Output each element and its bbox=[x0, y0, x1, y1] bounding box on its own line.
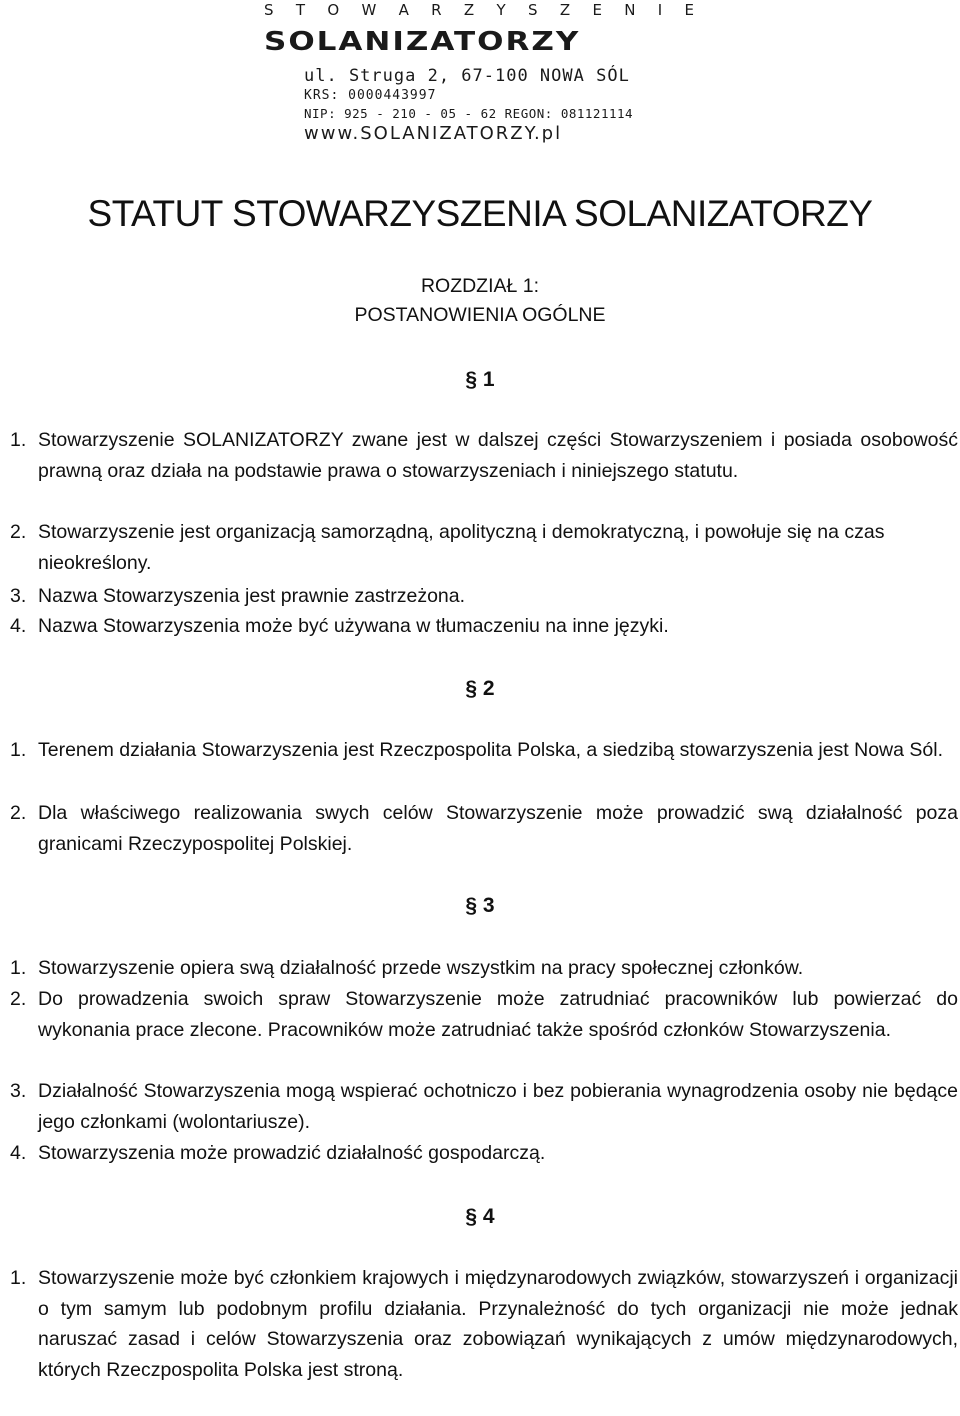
letterhead-address: ul. Struga 2, 67-100 NOWA SÓL bbox=[304, 66, 630, 86]
item-number: 2. bbox=[10, 802, 27, 824]
list-item bbox=[10, 611, 958, 642]
item-number: 3. bbox=[10, 1080, 27, 1102]
list-item bbox=[10, 581, 958, 612]
item-number: 4. bbox=[10, 615, 27, 637]
item-number: 2. bbox=[10, 521, 27, 543]
item-text: Stowarzyszenie SOLANIZATORZY zwane jest w dalszej części Stowarzyszeniem i posiada osobowość prawną oraz działa na podstawie prawa o stowarzyszeniach i niniejszego statutu. bbox=[38, 429, 958, 482]
item-text: Stowarzyszenie jest organizacją samorządną, apolityczną i demokratyczną, i powołuje się na czas nieokreślony. bbox=[38, 521, 885, 574]
section-heading: § 3 bbox=[465, 894, 495, 917]
list-item bbox=[10, 1138, 958, 1169]
section-heading: § 4 bbox=[465, 1205, 495, 1228]
list-item bbox=[10, 798, 958, 859]
item-number: 4. bbox=[10, 1142, 27, 1164]
item-text: Dla właściwego realizowania swych celów Stowarzyszenie może prowadzić swą działalność poza granicami Rzeczypospolitej Polskiej. bbox=[38, 802, 958, 855]
item-text: Stowarzyszenia może prowadzić działalność gospodarczą. bbox=[38, 1142, 546, 1164]
chapter-name: POSTANOWIENIA OGÓLNE bbox=[354, 304, 606, 326]
item-text: Stowarzyszenie opiera swą działalność przede wszystkim na pracy społecznej członków. bbox=[38, 957, 804, 979]
item-text: Nazwa Stowarzyszenia jest prawnie zastrzeżona. bbox=[38, 585, 466, 607]
list-item bbox=[10, 735, 958, 766]
chapter-number: ROZDZIAŁ 1: bbox=[420, 275, 540, 297]
list-item bbox=[10, 1263, 958, 1385]
section-heading: § 2 bbox=[465, 677, 495, 700]
item-text: Terenem działania Stowarzyszenia jest Rzeczpospolita Polska, a siedzibą stowarzyszenia jest Nowa Sól. bbox=[38, 739, 944, 761]
item-number: 1. bbox=[10, 739, 27, 761]
item-text: Do prowadzenia swoich spraw Stowarzyszenie może zatrudniać pracowników lub powierzać do wykonania prace zlecone. Pracowników może zatrudniać także spośród członków Stowarzyszenia. bbox=[38, 988, 958, 1041]
item-number: 3. bbox=[10, 585, 27, 607]
item-number: 1. bbox=[10, 957, 27, 979]
letterhead-website: www.SOLANIZATORZY.pl bbox=[304, 123, 563, 144]
document-title: STATUT STOWARZYSZENIA SOLANIZATORZY bbox=[87, 193, 873, 234]
section-heading: § 1 bbox=[465, 368, 495, 391]
letterhead-logo: SOLANIZATORZY bbox=[264, 27, 581, 57]
item-number: 1. bbox=[10, 1267, 27, 1289]
item-text: Nazwa Stowarzyszenia może być używana w tłumaczeniu na inne języki. bbox=[38, 615, 669, 637]
letterhead-nip-regon: NIP: 925 - 210 - 05 - 62 REGON: 081121114 bbox=[304, 106, 634, 121]
letterhead-association-label: S T O W A R Z Y S Z E N I E bbox=[264, 1, 694, 19]
list-item bbox=[10, 953, 958, 984]
item-text: Stowarzyszenie może być członkiem krajowych i międzynarodowych związków, stowarzyszeń i organizacji o tym samym lub podobnym profilu działania. Przynależność do tych organizacji nie może jednak naruszać zasad i celów Stowarzyszenia oraz zobowiązań wynikających z umów międzynarodowych, których Rzeczpospolita Polska jest stroną. bbox=[38, 1267, 958, 1381]
list-item bbox=[10, 984, 958, 1045]
item-text: Działalność Stowarzyszenia mogą wspierać ochotniczo i bez pobierania wynagrodzenia osoby nie będące jego członkami (wolontariusze). bbox=[38, 1080, 958, 1133]
item-number: 1. bbox=[10, 429, 27, 451]
list-item bbox=[10, 517, 958, 578]
item-number: 2. bbox=[10, 988, 27, 1010]
list-item bbox=[10, 425, 958, 486]
letterhead-krs: KRS: 0000443997 bbox=[304, 88, 437, 103]
list-item bbox=[10, 1076, 958, 1137]
